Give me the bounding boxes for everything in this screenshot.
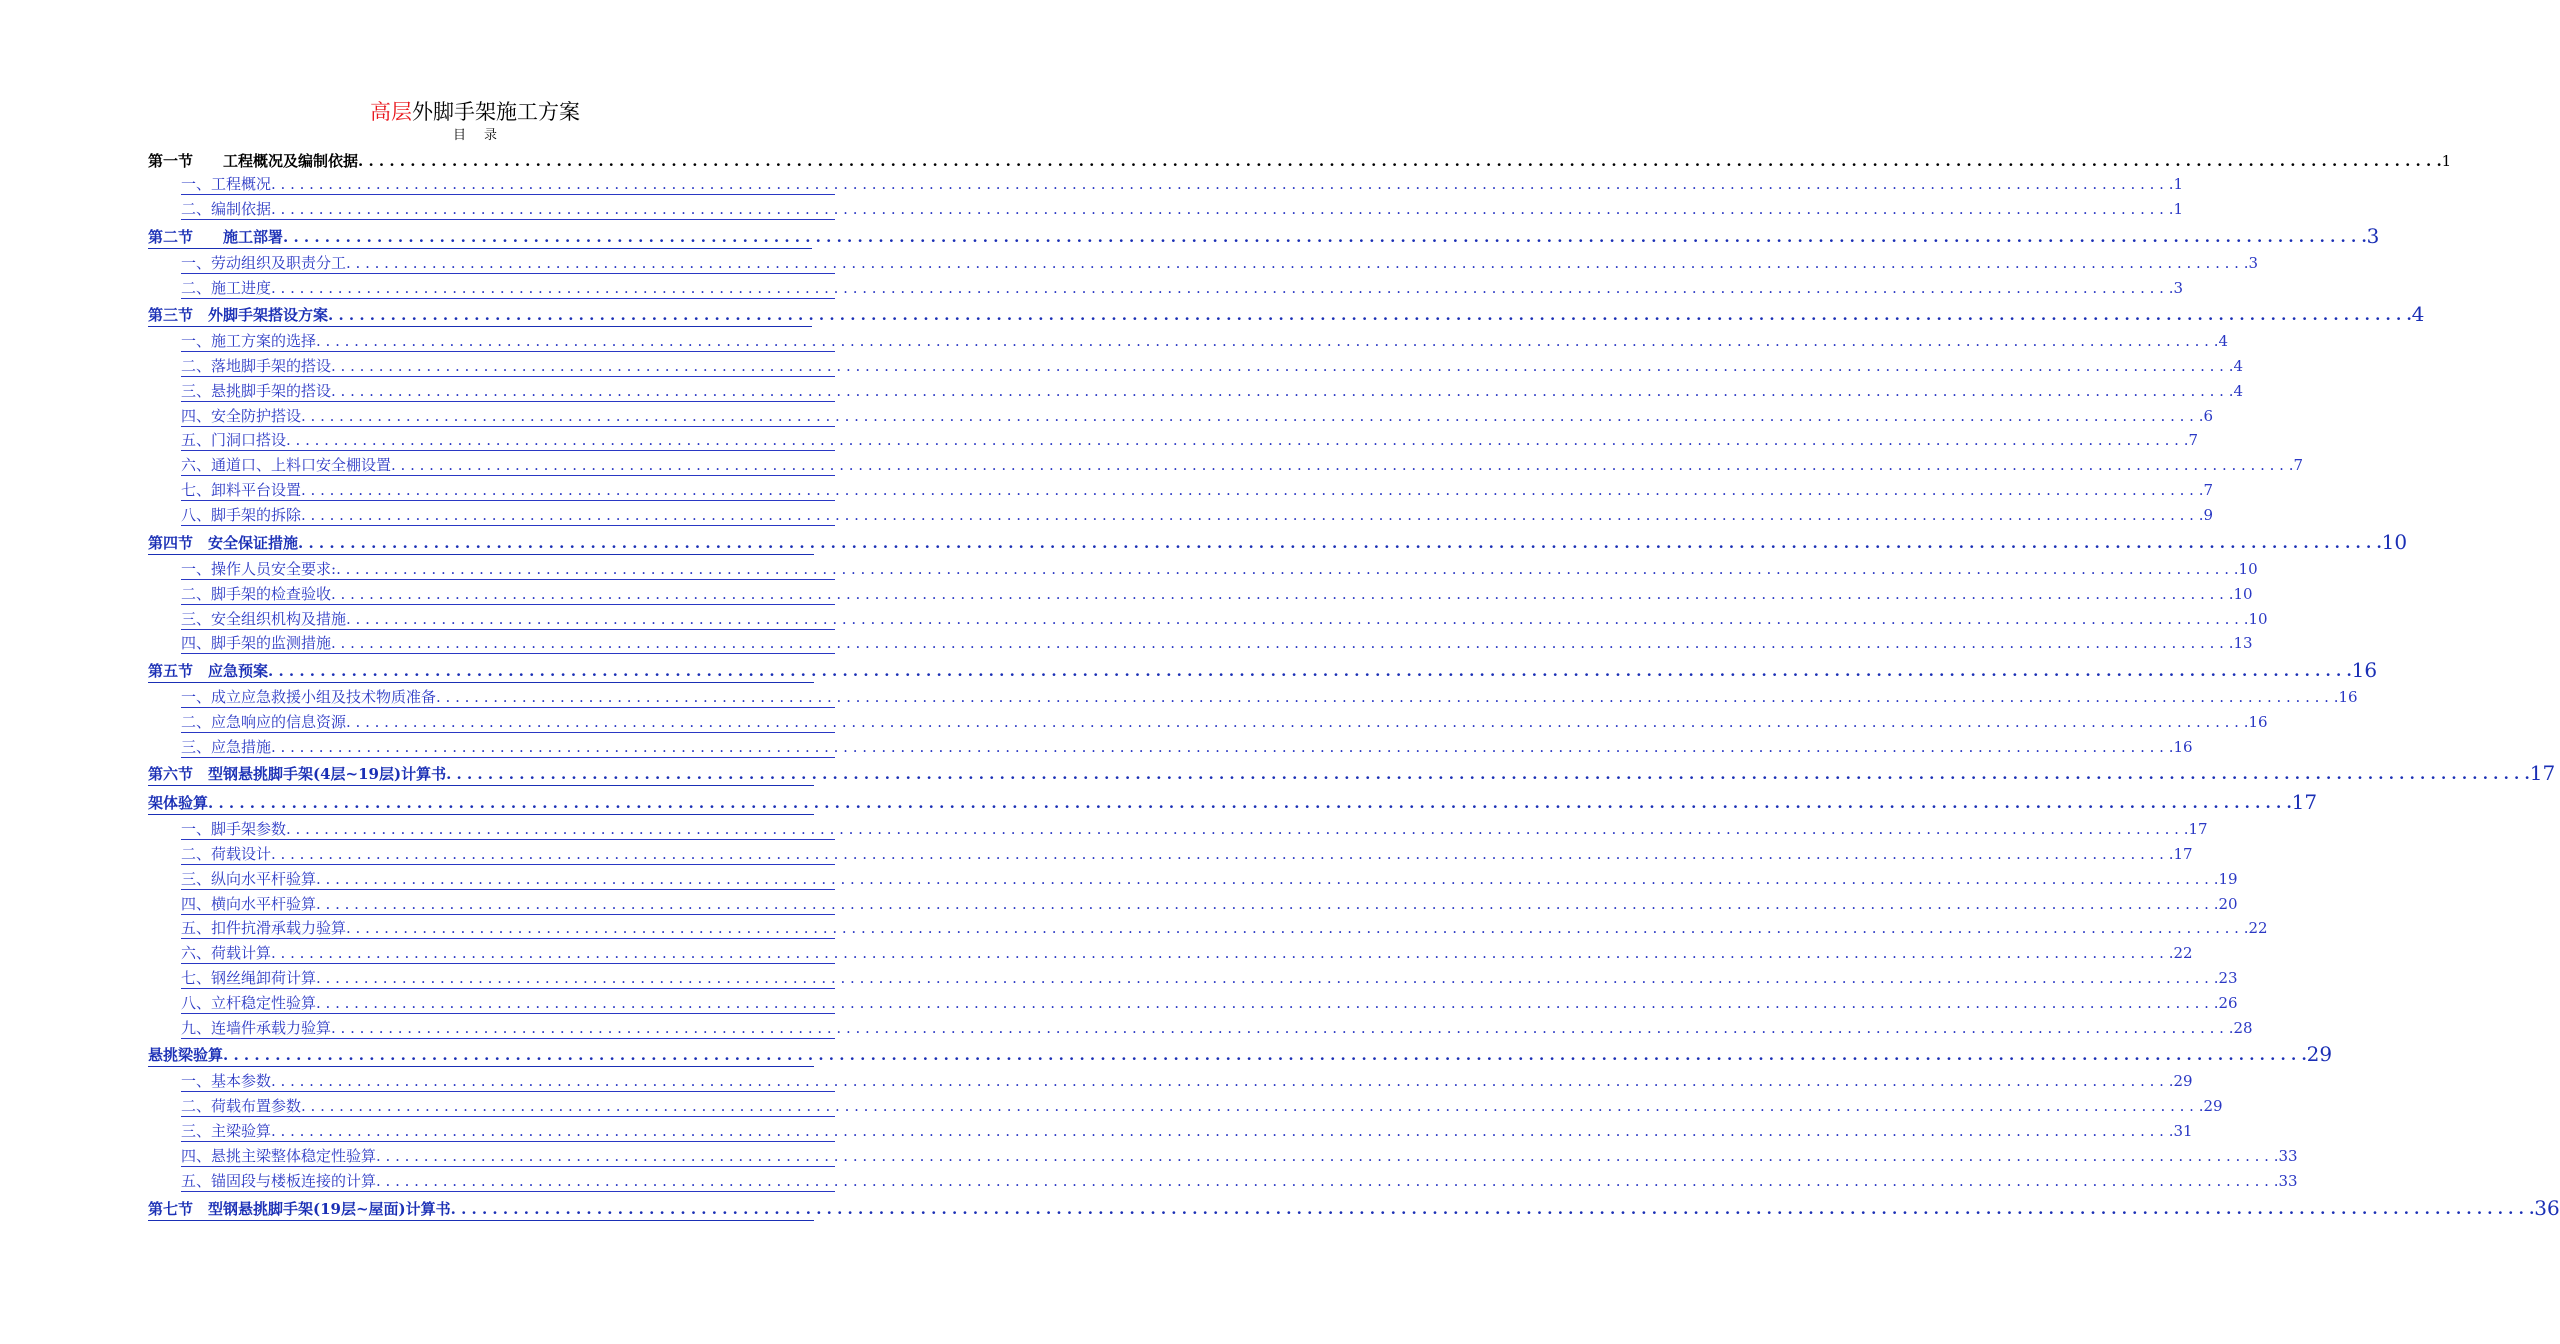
toc-page-number: 26 bbox=[2218, 994, 2238, 1012]
toc-page-number: 29 bbox=[2306, 1042, 2333, 1066]
title-text: 外脚手架施工方案 bbox=[412, 100, 580, 124]
toc-page-number: 9 bbox=[2203, 506, 2214, 524]
toc-entry-label: 二、脚手架的检查验收 bbox=[181, 585, 332, 603]
toc-subsection-entry[interactable] bbox=[181, 819, 2208, 840]
toc-heading: 目录 bbox=[452, 128, 515, 143]
toc-subsection-entry[interactable] bbox=[181, 480, 2214, 501]
toc-dot-leader: . . . . . . . . . . . . . . . . . . . . . . . . . . . . . . . . . . . . . . . . . . . . . . . . . . . . . . . . . . . . . . . . . . . . . . . . . . . . . . . . . . . . . . . . . . . . . . . . . . . . . . . . . . . . . . . . . . . . . . . . . . . . . . . . . . . . . . . . . . . . . . . . . . . . . . . . . . . . . . . . . . . . . . . . . . . . . . . . . . . . . . . . . . . . . . . . . . . . . . . . bbox=[391, 456, 2294, 474]
toc-page-number: 33 bbox=[2278, 1172, 2298, 1190]
toc-dot-leader: . . . . . . . . . . . . . . . . . . . . . . . . . . . . . . . . . . . . . . . . . . . . . . . . . . . . . . . . . . . . . . . . . . . . . . . . . . . . . . . . . . . . . . . . . . . . . . . . . . . . . . . . . . . . . . . . . . . . . . . . . . . . . . . . . . . . . . . . . . . . . . . . . . . . . . . . . . . . . . . . . . . . . . . . . . . . . . . . . . . . . . . . . . . . . . . . . . . . . . . . bbox=[271, 200, 2174, 218]
toc-dot-leader: . . . . . . . . . . . . . . . . . . . . . . . . . . . . . . . . . . . . . . . . . . . . . . . . . . . . . . . . . . . . . . . . . . . . . . . . . . . . . . . . . . . . . . . . . . . . . . . . . . . . . . . . . . . . . . . . . . . . . . . . . . . . . . . . . . . . . . . . . . . . . . . . . . . . . . . . . . . . . . . . . . . . . . . . . . . . . . . . . . . . . . . . . . . . . . . . . . . . . . . . bbox=[446, 765, 2530, 783]
toc-entry-label: 二、应急响应的信息资源 bbox=[181, 713, 347, 731]
toc-page-number: 1 bbox=[2173, 175, 2184, 193]
toc-subsection-entry[interactable] bbox=[181, 633, 2253, 654]
toc-entry-label: 六、通道口、上料口安全棚设置 bbox=[181, 456, 392, 474]
toc-page-number: 1 bbox=[2441, 152, 2452, 170]
toc-page-number: 7 bbox=[2293, 456, 2304, 474]
toc-entry-label: 三、主梁验算 bbox=[181, 1122, 272, 1140]
toc-entry-label: 架体验算 bbox=[148, 794, 209, 812]
toc-entry-label: 二、荷载布置参数 bbox=[181, 1097, 302, 1115]
toc-subsection-entry[interactable] bbox=[181, 505, 2214, 526]
toc-dot-leader: . . . . . . . . . . . . . . . . . . . . . . . . . . . . . . . . . . . . . . . . . . . . . . . . . . . . . . . . . . . . . . . . . . . . . . . . . . . . . . . . . . . . . . . . . . . . . . . . . . . . . . . . . . . . . . . . . . . . . . . . . . . . . . . . . . . . . . . . . . . . . . . . . . . . . . . . . . . . . . . . . . . . . . . . . . . . . . . . . . . . . . . . . . . . . . . . . . . . . . . . bbox=[376, 1147, 2279, 1165]
toc-dot-leader: . . . . . . . . . . . . . . . . . . . . . . . . . . . . . . . . . . . . . . . . . . . . . . . . . . . . . . . . . . . . . . . . . . . . . . . . . . . . . . . . . . . . . . . . . . . . . . . . . . . . . . . . . . . . . . . . . . . . . . . . . . . . . . . . . . . . . . . . . . . . . . . . . . . . . . . . . . . . . . . . . . . . . . . . . . . . . . . . . . . . . . . . . . . . . . . . . . . . . . . . bbox=[316, 969, 2219, 987]
toc-subsection-entry[interactable] bbox=[181, 918, 2268, 939]
toc-page-number: 29 bbox=[2203, 1097, 2223, 1115]
toc-section-entry[interactable] bbox=[148, 1042, 2333, 1067]
toc-dot-leader: . . . . . . . . . . . . . . . . . . . . . . . . . . . . . . . . . . . . . . . . . . . . . . . . . . . . . . . . . . . . . . . . . . . . . . . . . . . . . . . . . . . . . . . . . . . . . . . . . . . . . . . . . . . . . . . . . . . . . . . . . . . . . . . . . . . . . . . . . . . . . . . . . . . . . . . . . . . . . . . . . . . . . . . . . . . . . . . . . . . . . . . . . . . . . . . . . . . . . . . . bbox=[328, 306, 2412, 324]
toc-page-number: 4 bbox=[2233, 357, 2244, 375]
toc-dot-leader: . . . . . . . . . . . . . . . . . . . . . . . . . . . . . . . . . . . . . . . . . . . . . . . . . . . . . . . . . . . . . . . . . . . . . . . . . . . . . . . . . . . . . . . . . . . . . . . . . . . . . . . . . . . . . . . . . . . . . . . . . . . . . . . . . . . . . . . . . . . . . . . . . . . . . . . . . . . . . . . . . . . . . . . . . . . . . . . . . . . . . . . . . . . . . . . . . . . . . . . . bbox=[271, 944, 2174, 962]
toc-dot-leader: . . . . . . . . . . . . . . . . . . . . . . . . . . . . . . . . . . . . . . . . . . . . . . . . . . . . . . . . . . . . . . . . . . . . . . . . . . . . . . . . . . . . . . . . . . . . . . . . . . . . . . . . . . . . . . . . . . . . . . . . . . . . . . . . . . . . . . . . . . . . . . . . . . . . . . . . . . . . . . . . . . . . . . . . . . . . . . . . . . . . . . . . . . . . . . . . . . . . . . . . bbox=[286, 820, 2189, 838]
toc-page-number: 4 bbox=[2411, 302, 2425, 326]
toc-page-number: 10 bbox=[2233, 585, 2253, 603]
toc-subsection-entry[interactable] bbox=[181, 430, 2199, 451]
toc-dot-leader: . . . . . . . . . . . . . . . . . . . . . . . . . . . . . . . . . . . . . . . . . . . . . . . . . . . . . . . . . . . . . . . . . . . . . . . . . . . . . . . . . . . . . . . . . . . . . . . . . . . . . . . . . . . . . . . . . . . . . . . . . . . . . . . . . . . . . . . . . . . . . . . . . . . . . . . . . . . . . . . . . . . . . . . . . . . . . . . . . . . . . . . . . . . . . . . . . . . . . . . . bbox=[346, 610, 2249, 628]
toc-subsection-entry[interactable] bbox=[181, 199, 2184, 220]
toc-subsection-entry[interactable] bbox=[181, 1018, 2253, 1039]
toc-page-number: 28 bbox=[2233, 1019, 2253, 1037]
toc-entry-label: 一、脚手架参数 bbox=[181, 820, 287, 838]
toc-page-number: 19 bbox=[2218, 870, 2238, 888]
toc-dot-leader: . . . . . . . . . . . . . . . . . . . . . . . . . . . . . . . . . . . . . . . . . . . . . . . . . . . . . . . . . . . . . . . . . . . . . . . . . . . . . . . . . . . . . . . . . . . . . . . . . . . . . . . . . . . . . . . . . . . . . . . . . . . . . . . . . . . . . . . . . . . . . . . . . . . . . . . . . . . . . . . . . . . . . . . . . . . . . . . . . . . . . . . . . . . . . . . . . . . . . . . . bbox=[316, 332, 2219, 350]
toc-page-number: 16 bbox=[2351, 658, 2378, 682]
toc-dot-leader: . . . . . . . . . . . . . . . . . . . . . . . . . . . . . . . . . . . . . . . . . . . . . . . . . . . . . . . . . . . . . . . . . . . . . . . . . . . . . . . . . . . . . . . . . . . . . . . . . . . . . . . . . . . . . . . . . . . . . . . . . . . . . . . . . . . . . . . . . . . . . . . . . . . . . . . . . . . . . . . . . . . . . . . . . . . . . . . . . . . . . . . . . . . . . . . . . . . . . . . . bbox=[223, 1046, 2307, 1064]
toc-subsection-entry[interactable] bbox=[181, 844, 2193, 865]
toc-entry-label: 五、锚固段与楼板连接的计算 bbox=[181, 1172, 377, 1190]
toc-subsection-entry[interactable] bbox=[181, 737, 2193, 758]
toc-entry-label: 四、脚手架的监测措施 bbox=[181, 634, 332, 652]
toc-entry-label: 三、悬挑脚手架的搭设 bbox=[181, 382, 332, 400]
toc-entry-label: 一、施工方案的选择 bbox=[181, 332, 317, 350]
toc-subsection-entry[interactable] bbox=[181, 253, 2259, 274]
toc-subsection-entry[interactable] bbox=[181, 1171, 2298, 1192]
toc-dot-leader: . . . . . . . . . . . . . . . . . . . . . . . . . . . . . . . . . . . . . . . . . . . . . . . . . . . . . . . . . . . . . . . . . . . . . . . . . . . . . . . . . . . . . . . . . . . . . . . . . . . . . . . . . . . . . . . . . . . . . . . . . . . . . . . . . . . . . . . . . . . . . . . . . . . . . . . . . . . . . . . . . . . . . . . . . . . . . . . . . . . . . . . . . . . . . . . . . . . . . . . . bbox=[336, 560, 2239, 578]
toc-dot-leader: . . . . . . . . . . . . . . . . . . . . . . . . . . . . . . . . . . . . . . . . . . . . . . . . . . . . . . . . . . . . . . . . . . . . . . . . . . . . . . . . . . . . . . . . . . . . . . . . . . . . . . . . . . . . . . . . . . . . . . . . . . . . . . . . . . . . . . . . . . . . . . . . . . . . . . . . . . . . . . . . . . . . . . . . . . . . . . . . . . . . . . . . . . . . . . . . . . . . . . . . bbox=[346, 713, 2249, 731]
toc-entry-label: 六、荷载计算 bbox=[181, 944, 272, 962]
toc-entry-label: 四、横向水平杆验算 bbox=[181, 895, 317, 913]
toc-dot-leader: . . . . . . . . . . . . . . . . . . . . . . . . . . . . . . . . . . . . . . . . . . . . . . . . . . . . . . . . . . . . . . . . . . . . . . . . . . . . . . . . . . . . . . . . . . . . . . . . . . . . . . . . . . . . . . . . . . . . . . . . . . . . . . . . . . . . . . . . . . . . . . . . . . . . . . . . . . . . . . . . . . . . . . . . . . . . . . . . . . . . . . . . . . . . . . . . . . . . . . . . bbox=[436, 688, 2339, 706]
toc-subsection-entry[interactable] bbox=[181, 1121, 2193, 1142]
toc-dot-leader: . . . . . . . . . . . . . . . . . . . . . . . . . . . . . . . . . . . . . . . . . . . . . . . . . . . . . . . . . . . . . . . . . . . . . . . . . . . . . . . . . . . . . . . . . . . . . . . . . . . . . . . . . . . . . . . . . . . . . . . . . . . . . . . . . . . . . . . . . . . . . . . . . . . . . . . . . . . . . . . . . . . . . . . . . . . . . . . . . . . . . . . . . . . . . . . . . . . . . . . . bbox=[346, 254, 2249, 272]
toc-dot-leader: . . . . . . . . . . . . . . . . . . . . . . . . . . . . . . . . . . . . . . . . . . . . . . . . . . . . . . . . . . . . . . . . . . . . . . . . . . . . . . . . . . . . . . . . . . . . . . . . . . . . . . . . . . . . . . . . . . . . . . . . . . . . . . . . . . . . . . . . . . . . . . . . . . . . . . . . . . . . . . . . . . . . . . . . . . . . . . . . . . . . . . . . . . . . . . . . . . . . . . . . bbox=[346, 919, 2249, 937]
toc-dot-leader: . . . . . . . . . . . . . . . . . . . . . . . . . . . . . . . . . . . . . . . . . . . . . . . . . . . . . . . . . . . . . . . . . . . . . . . . . . . . . . . . . . . . . . . . . . . . . . . . . . . . . . . . . . . . . . . . . . . . . . . . . . . . . . . . . . . . . . . . . . . . . . . . . . . . . . . . . . . . . . . . . . . . . . . . . . . . . . . . . . . . . . . . . . . . . . . . . . . . . . . . bbox=[331, 585, 2234, 603]
toc-subsection-entry[interactable] bbox=[181, 559, 2258, 580]
toc-section-entry bbox=[148, 148, 2452, 172]
toc-entry-label: 一、劳动组织及职责分工 bbox=[181, 254, 347, 272]
toc-section-entry[interactable] bbox=[148, 1196, 2560, 1221]
toc-page-number: 16 bbox=[2338, 688, 2358, 706]
toc-page-number: 20 bbox=[2218, 895, 2238, 913]
toc-page-number: 4 bbox=[2233, 382, 2244, 400]
toc-subsection-entry[interactable] bbox=[181, 174, 2184, 195]
toc-page-number: 13 bbox=[2233, 634, 2253, 652]
toc-dot-leader: . . . . . . . . . . . . . . . . . . . . . . . . . . . . . . . . . . . . . . . . . . . . . . . . . . . . . . . . . . . . . . . . . . . . . . . . . . . . . . . . . . . . . . . . . . . . . . . . . . . . . . . . . . . . . . . . . . . . . . . . . . . . . . . . . . . . . . . . . . . . . . . . . . . . . . . . . . . . . . . . . . . . . . . . . . . . . . . . . . . . . . . . . . . . . . . . . . . . . . . . bbox=[271, 738, 2174, 756]
toc-dot-leader: . . . . . . . . . . . . . . . . . . . . . . . . . . . . . . . . . . . . . . . . . . . . . . . . . . . . . . . . . . . . . . . . . . . . . . . . . . . . . . . . . . . . . . . . . . . . . . . . . . . . . . . . . . . . . . . . . . . . . . . . . . . . . . . . . . . . . . . . . . . . . . . . . . . . . . . . . . . . . . . . . . . . . . . . . . . . . . . . . . . . . . . . . . . . . . . . . . . . . . . . bbox=[208, 794, 2292, 812]
toc-section-entry[interactable] bbox=[148, 790, 2318, 815]
toc-subsection-entry[interactable] bbox=[181, 968, 2238, 989]
toc-dot-leader: . . . . . . . . . . . . . . . . . . . . . . . . . . . . . . . . . . . . . . . . . . . . . . . . . . . . . . . . . . . . . . . . . . . . . . . . . . . . . . . . . . . . . . . . . . . . . . . . . . . . . . . . . . . . . . . . . . . . . . . . . . . . . . . . . . . . . . . . . . . . . . . . . . . . . . . . . . . . . . . . . . . . . . . . . . . . . . . . . . . . . . . . . . . . . . . . . . . . . . . . bbox=[331, 357, 2234, 375]
toc-entry-label: 七、钢丝绳卸荷计算 bbox=[181, 969, 317, 987]
toc-entry-label: 九、连墙件承载力验算 bbox=[181, 1019, 332, 1037]
toc-subsection-entry[interactable] bbox=[181, 381, 2244, 402]
toc-subsection-entry[interactable] bbox=[181, 356, 2244, 377]
toc-entry-label: 一、操作人员安全要求: bbox=[181, 560, 337, 578]
toc-subsection-entry[interactable] bbox=[181, 993, 2238, 1014]
toc-entry-label: 第三节 外脚手架搭设方案 bbox=[148, 306, 329, 324]
document-title bbox=[0, 98, 950, 126]
toc-subsection-entry[interactable] bbox=[181, 609, 2268, 630]
toc-subsection-entry[interactable] bbox=[181, 687, 2358, 708]
toc-page-number: 23 bbox=[2218, 969, 2238, 987]
toc-entry-label: 一、成立应急救援小组及技术物质准备 bbox=[181, 688, 437, 706]
toc-dot-leader: . . . . . . . . . . . . . . . . . . . . . . . . . . . . . . . . . . . . . . . . . . . . . . . . . . . . . . . . . . . . . . . . . . . . . . . . . . . . . . . . . . . . . . . . . . . . . . . . . . . . . . . . . . . . . . . . . . . . . . . . . . . . . . . . . . . . . . . . . . . . . . . . . . . . . . . . . . . . . . . . . . . . . . . . . . . . . . . . . . . . . . . . . . . . . . . . . . . . . . . . bbox=[286, 431, 2189, 449]
toc-entry-label: 三、安全组织机构及措施 bbox=[181, 610, 347, 628]
toc-page-number: 22 bbox=[2248, 919, 2268, 937]
toc-page-number: 22 bbox=[2173, 944, 2193, 962]
toc-section-entry[interactable] bbox=[148, 658, 2378, 683]
toc-subsection-entry[interactable] bbox=[181, 331, 2229, 352]
toc-subsection-entry[interactable] bbox=[181, 1071, 2193, 1092]
toc-entry-label: 二、荷载设计 bbox=[181, 845, 272, 863]
toc-page-number: 6 bbox=[2203, 407, 2214, 425]
toc-dot-leader: . . . . . . . . . . . . . . . . . . . . . . . . . . . . . . . . . . . . . . . . . . . . . . . . . . . . . . . . . . . . . . . . . . . . . . . . . . . . . . . . . . . . . . . . . . . . . . . . . . . . . . . . . . . . . . . . . . . . . . . . . . . . . . . . . . . . . . . . . . . . . . . . . . . . . . . . . . . . . . . . . . . . . . . . . . . . . . . . . . . . . . . . . . . . . . . . . . . . . . . . bbox=[316, 994, 2219, 1012]
toc-section-entry[interactable] bbox=[148, 224, 2380, 249]
toc-dot-leader: . . . . . . . . . . . . . . . . . . . . . . . . . . . . . . . . . . . . . . . . . . . . . . . . . . . . . . . . . . . . . . . . . . . . . . . . . . . . . . . . . . . . . . . . . . . . . . . . . . . . . . . . . . . . . . . . . . . . . . . . . . . . . . . . . . . . . . . . . . . . . . . . . . . . . . . . . . . . . . . . . . . . . . . . . . . . . . . . . . . . . . . . . . . . . . . . . . . . . . . . bbox=[331, 1019, 2234, 1037]
toc-subsection-entry[interactable] bbox=[181, 712, 2268, 733]
toc-subsection-entry[interactable] bbox=[181, 1096, 2223, 1117]
toc-dot-leader: . . . . . . . . . . . . . . . . . . . . . . . . . . . . . . . . . . . . . . . . . . . . . . . . . . . . . . . . . . . . . . . . . . . . . . . . . . . . . . . . . . . . . . . . . . . . . . . . . . . . . . . . . . . . . . . . . . . . . . . . . . . . . . . . . . . . . . . . . . . . . . . . . . . . . . . . . . . . . . . . . . . . . . . . . . . . . . . . . . . . . . . . . . . . . . . . . . . . . . . . bbox=[271, 1122, 2174, 1140]
toc-entry-label: 二、落地脚手架的搭设 bbox=[181, 357, 332, 375]
toc-page-number: 16 bbox=[2248, 713, 2268, 731]
toc-entry-label: 第五节 应急预案 bbox=[148, 662, 269, 680]
toc-dot-leader: . . . . . . . . . . . . . . . . . . . . . . . . . . . . . . . . . . . . . . . . . . . . . . . . . . . . . . . . . . . . . . . . . . . . . . . . . . . . . . . . . . . . . . . . . . . . . . . . . . . . . . . . . . . . . . . . . . . . . . . . . . . . . . . . . . . . . . . . . . . . . . . . . . . . . . . . . . . . . . . . . . . . . . . . . . . . . . . . . . . . . . . . . . . . . . . . . . . . . . . . bbox=[450, 1200, 2535, 1218]
toc-page-number: 17 bbox=[2173, 845, 2193, 863]
toc-dot-leader: . . . . . . . . . . . . . . . . . . . . . . . . . . . . . . . . . . . . . . . . . . . . . . . . . . . . . . . . . . . . . . . . . . . . . . . . . . . . . . . . . . . . . . . . . . . . . . . . . . . . . . . . . . . . . . . . . . . . . . . . . . . . . . . . . . . . . . . . . . . . . . . . . . . . . . . . . . . . . . . . . . . . . . . . . . . . . . . . . . . . . . . . . . . . . . . . . . . . . . . . bbox=[298, 534, 2382, 552]
toc-dot-leader: . . . . . . . . . . . . . . . . . . . . . . . . . . . . . . . . . . . . . . . . . . . . . . . . . . . . . . . . . . . . . . . . . . . . . . . . . . . . . . . . . . . . . . . . . . . . . . . . . . . . . . . . . . . . . . . . . . . . . . . . . . . . . . . . . . . . . . . . . . . . . . . . . . . . . . . . . . . . . . . . . . . . . . . . . . . . . . . . . . . . . . . . . . . . . . . . . . . . . . . . bbox=[271, 845, 2174, 863]
toc-page-number: 7 bbox=[2188, 431, 2199, 449]
toc-entry-label: 第一节 工程概况及编制依据 bbox=[148, 152, 359, 170]
toc-dot-leader: . . . . . . . . . . . . . . . . . . . . . . . . . . . . . . . . . . . . . . . . . . . . . . . . . . . . . . . . . . . . . . . . . . . . . . . . . . . . . . . . . . . . . . . . . . . . . . . . . . . . . . . . . . . . . . . . . . . . . . . . . . . . . . . . . . . . . . . . . . . . . . . . . . . . . . . . . . . . . . . . . . . . . . . . . . . . . . . . . . . . . . . . . . . . . . . . . . . . . . . . bbox=[358, 152, 2442, 170]
toc-dot-leader: . . . . . . . . . . . . . . . . . . . . . . . . . . . . . . . . . . . . . . . . . . . . . . . . . . . . . . . . . . . . . . . . . . . . . . . . . . . . . . . . . . . . . . . . . . . . . . . . . . . . . . . . . . . . . . . . . . . . . . . . . . . . . . . . . . . . . . . . . . . . . . . . . . . . . . . . . . . . . . . . . . . . . . . . . . . . . . . . . . . . . . . . . . . . . . . . . . . . . . . . bbox=[301, 481, 2204, 499]
toc-subsection-entry[interactable] bbox=[181, 943, 2193, 964]
toc-dot-leader: . . . . . . . . . . . . . . . . . . . . . . . . . . . . . . . . . . . . . . . . . . . . . . . . . . . . . . . . . . . . . . . . . . . . . . . . . . . . . . . . . . . . . . . . . . . . . . . . . . . . . . . . . . . . . . . . . . . . . . . . . . . . . . . . . . . . . . . . . . . . . . . . . . . . . . . . . . . . . . . . . . . . . . . . . . . . . . . . . . . . . . . . . . . . . . . . . . . . . . . . bbox=[271, 1072, 2174, 1090]
toc-page-number: 17 bbox=[2188, 820, 2208, 838]
toc-page-number: 10 bbox=[2248, 610, 2268, 628]
toc-dot-leader: . . . . . . . . . . . . . . . . . . . . . . . . . . . . . . . . . . . . . . . . . . . . . . . . . . . . . . . . . . . . . . . . . . . . . . . . . . . . . . . . . . . . . . . . . . . . . . . . . . . . . . . . . . . . . . . . . . . . . . . . . . . . . . . . . . . . . . . . . . . . . . . . . . . . . . . . . . . . . . . . . . . . . . . . . . . . . . . . . . . . . . . . . . . . . . . . . . . . . . . . bbox=[331, 634, 2234, 652]
toc-entry-label: 八、脚手架的拆除 bbox=[181, 506, 302, 524]
toc-entry-label: 第六节 型钢悬挑脚手架(4层~19层)计算书 bbox=[148, 765, 447, 783]
toc-page-number: 3 bbox=[2173, 279, 2184, 297]
toc-entry-label: 二、施工进度 bbox=[181, 279, 272, 297]
toc-dot-leader: . . . . . . . . . . . . . . . . . . . . . . . . . . . . . . . . . . . . . . . . . . . . . . . . . . . . . . . . . . . . . . . . . . . . . . . . . . . . . . . . . . . . . . . . . . . . . . . . . . . . . . . . . . . . . . . . . . . . . . . . . . . . . . . . . . . . . . . . . . . . . . . . . . . . . . . . . . . . . . . . . . . . . . . . . . . . . . . . . . . . . . . . . . . . . . . . . . . . . . . . bbox=[331, 382, 2234, 400]
toc-entry-label: 第七节 型钢悬挑脚手架(19层~屋面)计算书 bbox=[148, 1200, 451, 1218]
toc-entry-label: 第四节 安全保证措施 bbox=[148, 534, 299, 552]
toc-dot-leader: . . . . . . . . . . . . . . . . . . . . . . . . . . . . . . . . . . . . . . . . . . . . . . . . . . . . . . . . . . . . . . . . . . . . . . . . . . . . . . . . . . . . . . . . . . . . . . . . . . . . . . . . . . . . . . . . . . . . . . . . . . . . . . . . . . . . . . . . . . . . . . . . . . . . . . . . . . . . . . . . . . . . . . . . . . . . . . . . . . . . . . . . . . . . . . . . . . . . . . . . bbox=[301, 407, 2204, 425]
toc-entry-label: 五、门洞口搭设 bbox=[181, 431, 287, 449]
toc-section-entry[interactable] bbox=[148, 530, 2408, 555]
title-highlight: 高层 bbox=[370, 100, 412, 124]
toc-dot-leader: . . . . . . . . . . . . . . . . . . . . . . . . . . . . . . . . . . . . . . . . . . . . . . . . . . . . . . . . . . . . . . . . . . . . . . . . . . . . . . . . . . . . . . . . . . . . . . . . . . . . . . . . . . . . . . . . . . . . . . . . . . . . . . . . . . . . . . . . . . . . . . . . . . . . . . . . . . . . . . . . . . . . . . . . . . . . . . . . . . . . . . . . . . . . . . . . . . . . . . . . bbox=[376, 1172, 2279, 1190]
toc-dot-leader: . . . . . . . . . . . . . . . . . . . . . . . . . . . . . . . . . . . . . . . . . . . . . . . . . . . . . . . . . . . . . . . . . . . . . . . . . . . . . . . . . . . . . . . . . . . . . . . . . . . . . . . . . . . . . . . . . . . . . . . . . . . . . . . . . . . . . . . . . . . . . . . . . . . . . . . . . . . . . . . . . . . . . . . . . . . . . . . . . . . . . . . . . . . . . . . . . . . . . . . . bbox=[301, 1097, 2204, 1115]
toc-entry-label: 一、工程概况 bbox=[181, 175, 272, 193]
toc-dot-leader: . . . . . . . . . . . . . . . . . . . . . . . . . . . . . . . . . . . . . . . . . . . . . . . . . . . . . . . . . . . . . . . . . . . . . . . . . . . . . . . . . . . . . . . . . . . . . . . . . . . . . . . . . . . . . . . . . . . . . . . . . . . . . . . . . . . . . . . . . . . . . . . . . . . . . . . . . . . . . . . . . . . . . . . . . . . . . . . . . . . . . . . . . . . . . . . . . . . . . . . . bbox=[271, 175, 2174, 193]
toc-section-entry[interactable] bbox=[148, 761, 2556, 786]
toc-entry-label: 八、立杆稳定性验算 bbox=[181, 994, 317, 1012]
toc-dot-leader: . . . . . . . . . . . . . . . . . . . . . . . . . . . . . . . . . . . . . . . . . . . . . . . . . . . . . . . . . . . . . . . . . . . . . . . . . . . . . . . . . . . . . . . . . . . . . . . . . . . . . . . . . . . . . . . . . . . . . . . . . . . . . . . . . . . . . . . . . . . . . . . . . . . . . . . . . . . . . . . . . . . . . . . . . . . . . . . . . . . . . . . . . . . . . . . . . . . . . . . . bbox=[301, 506, 2204, 524]
toc-dot-leader: . . . . . . . . . . . . . . . . . . . . . . . . . . . . . . . . . . . . . . . . . . . . . . . . . . . . . . . . . . . . . . . . . . . . . . . . . . . . . . . . . . . . . . . . . . . . . . . . . . . . . . . . . . . . . . . . . . . . . . . . . . . . . . . . . . . . . . . . . . . . . . . . . . . . . . . . . . . . . . . . . . . . . . . . . . . . . . . . . . . . . . . . . . . . . . . . . . . . . . . . bbox=[268, 662, 2352, 680]
toc-subsection-entry[interactable] bbox=[181, 455, 2304, 476]
toc-entry-label: 五、扣件抗滑承载力验算 bbox=[181, 919, 347, 937]
toc-entry-label: 四、悬挑主梁整体稳定性验算 bbox=[181, 1147, 377, 1165]
toc-dot-leader: . . . . . . . . . . . . . . . . . . . . . . . . . . . . . . . . . . . . . . . . . . . . . . . . . . . . . . . . . . . . . . . . . . . . . . . . . . . . . . . . . . . . . . . . . . . . . . . . . . . . . . . . . . . . . . . . . . . . . . . . . . . . . . . . . . . . . . . . . . . . . . . . . . . . . . . . . . . . . . . . . . . . . . . . . . . . . . . . . . . . . . . . . . . . . . . . . . . . . . . . bbox=[316, 895, 2219, 913]
toc-page-number: 17 bbox=[2529, 761, 2556, 785]
toc-entry-label: 三、应急措施 bbox=[181, 738, 272, 756]
toc-section-entry[interactable] bbox=[148, 302, 2425, 327]
toc-page-number: 10 bbox=[2381, 530, 2408, 554]
toc-subsection-entry[interactable] bbox=[181, 278, 2184, 299]
toc-dot-leader: . . . . . . . . . . . . . . . . . . . . . . . . . . . . . . . . . . . . . . . . . . . . . . . . . . . . . . . . . . . . . . . . . . . . . . . . . . . . . . . . . . . . . . . . . . . . . . . . . . . . . . . . . . . . . . . . . . . . . . . . . . . . . . . . . . . . . . . . . . . . . . . . . . . . . . . . . . . . . . . . . . . . . . . . . . . . . . . . . . . . . . . . . . . . . . . . . . . . . . . . bbox=[271, 279, 2174, 297]
toc-page-number: 3 bbox=[2366, 224, 2380, 248]
toc-page-number: 36 bbox=[2534, 1196, 2560, 1220]
toc-page-number: 17 bbox=[2291, 790, 2318, 814]
toc-entry-label: 七、卸料平台设置 bbox=[181, 481, 302, 499]
toc-entry-label: 一、基本参数 bbox=[181, 1072, 272, 1090]
toc-subsection-entry[interactable] bbox=[181, 894, 2238, 915]
toc-entry-label: 四、安全防护搭设 bbox=[181, 407, 302, 425]
toc-page-number: 7 bbox=[2203, 481, 2214, 499]
toc-entry-label: 二、编制依据 bbox=[181, 200, 272, 218]
toc-page-number: 4 bbox=[2218, 332, 2229, 350]
toc-page-number: 33 bbox=[2278, 1147, 2298, 1165]
toc-page-number: 29 bbox=[2173, 1072, 2193, 1090]
toc-subsection-entry[interactable] bbox=[181, 584, 2253, 605]
toc-entry-label: 第二节 施工部署 bbox=[148, 228, 284, 246]
toc-entry-label: 悬挑梁验算 bbox=[148, 1046, 224, 1064]
toc-subsection-entry[interactable] bbox=[181, 406, 2214, 427]
toc-subsection-entry[interactable] bbox=[181, 869, 2238, 890]
toc-subsection-entry[interactable] bbox=[181, 1146, 2298, 1167]
toc-page-number: 3 bbox=[2248, 254, 2259, 272]
toc-entry-label: 三、纵向水平杆验算 bbox=[181, 870, 317, 888]
toc-page-number: 16 bbox=[2173, 738, 2193, 756]
toc-page-number: 31 bbox=[2173, 1122, 2193, 1140]
toc-page-number: 10 bbox=[2238, 560, 2258, 578]
toc-dot-leader: . . . . . . . . . . . . . . . . . . . . . . . . . . . . . . . . . . . . . . . . . . . . . . . . . . . . . . . . . . . . . . . . . . . . . . . . . . . . . . . . . . . . . . . . . . . . . . . . . . . . . . . . . . . . . . . . . . . . . . . . . . . . . . . . . . . . . . . . . . . . . . . . . . . . . . . . . . . . . . . . . . . . . . . . . . . . . . . . . . . . . . . . . . . . . . . . . . . . . . . . bbox=[283, 228, 2367, 246]
toc-dot-leader: . . . . . . . . . . . . . . . . . . . . . . . . . . . . . . . . . . . . . . . . . . . . . . . . . . . . . . . . . . . . . . . . . . . . . . . . . . . . . . . . . . . . . . . . . . . . . . . . . . . . . . . . . . . . . . . . . . . . . . . . . . . . . . . . . . . . . . . . . . . . . . . . . . . . . . . . . . . . . . . . . . . . . . . . . . . . . . . . . . . . . . . . . . . . . . . . . . . . . . . . bbox=[316, 870, 2219, 888]
toc-page-number: 1 bbox=[2173, 200, 2184, 218]
